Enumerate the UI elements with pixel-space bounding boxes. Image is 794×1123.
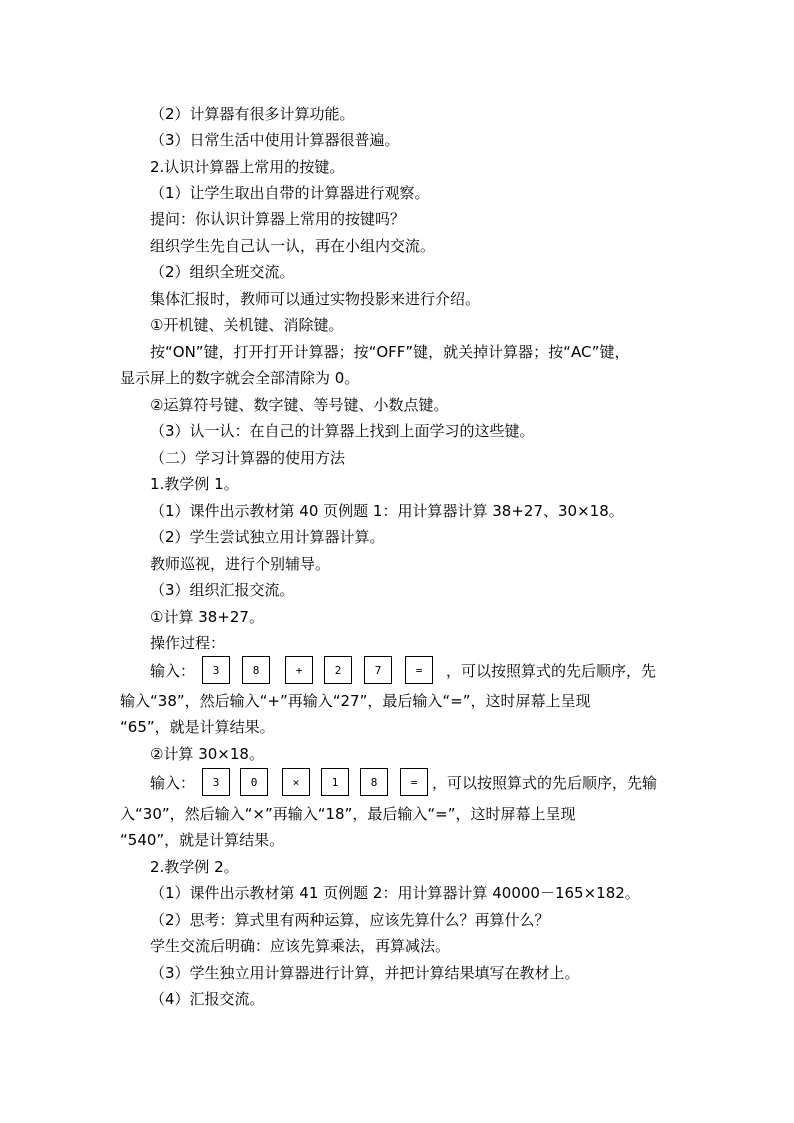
text-line: 提问：你认识计算器上常用的按键吗？ xyxy=(150,210,406,228)
input-label: 输入： xyxy=(150,774,196,792)
text-line: ①开机键、关机键、消除键。 xyxy=(150,316,344,334)
text-line: （3）学生独立用计算器进行计算，并把计算结果填写在教材上。 xyxy=(150,964,580,982)
text-line: ②计算 30×18。 xyxy=(150,745,264,763)
text-line: （二）学习计算器的使用方法 xyxy=(150,449,346,467)
calculator-key: 7 xyxy=(364,656,392,684)
calculator-key: 8 xyxy=(242,656,270,684)
text-line: 操作过程： xyxy=(150,634,226,652)
text-line: ②运算符号键、数字键、等号键、小数点键。 xyxy=(150,396,449,414)
calculator-key: 8 xyxy=(360,768,388,796)
text-line: 2.教学例 2。 xyxy=(150,858,239,876)
text-line: 输入“38”，然后输入“+”再输入“27”，最后输入“=”，这时屏幕上呈现 xyxy=(120,692,591,710)
calculator-key: + xyxy=(285,656,313,684)
calculator-key: 3 xyxy=(202,768,230,796)
text-line: ，可以按照算式的先后顺序，先 xyxy=(446,662,657,680)
calculator-key: = xyxy=(405,656,433,684)
text-line: 1.教学例 1。 xyxy=(150,475,239,493)
text-line: （1）让学生取出自带的计算器进行观察。 xyxy=(150,184,430,202)
text-line: （1）课件出示教材第 40 页例题 1：用计算器计算 38+27、30×18。 xyxy=(150,502,624,520)
text-line: “540”，就是计算结果。 xyxy=(120,831,285,849)
calculator-key: 0 xyxy=(240,768,268,796)
input-label: 输入： xyxy=(150,662,196,680)
text-line: （4）汇报交流。 xyxy=(150,990,265,1008)
calculator-key: 1 xyxy=(321,768,349,796)
text-line: （2）思考：算式里有两种运算，应该先算什么？再算什么？ xyxy=(150,911,550,929)
text-line: （3）认一认：在自己的计算器上找到上面学习的这些键。 xyxy=(150,422,535,440)
text-line: “65”，就是计算结果。 xyxy=(120,718,275,736)
text-line: （3）组织汇报交流。 xyxy=(150,581,295,599)
calculator-key: 3 xyxy=(202,656,230,684)
text-line: 学生交流后明确：应该先算乘法，再算减法。 xyxy=(150,937,451,955)
calculator-key: = xyxy=(400,768,428,796)
text-line: 2.认识计算器上常用的按键。 xyxy=(150,158,345,176)
text-line: ①计算 38+27。 xyxy=(150,608,264,626)
text-line: 显示屏上的数字就会全部清除为 0。 xyxy=(120,369,360,387)
text-line: 入“30”，然后输入“×”再输入“18”，最后输入“=”，这时屏幕上呈现 xyxy=(120,805,576,823)
text-line: 按“ON”键，打开打开计算器；按“OFF”键，就关掉计算器；按“AC”键， xyxy=(150,343,630,361)
text-line: （2）学生尝试独立用计算器计算。 xyxy=(150,528,385,546)
text-line: （2）组织全班交流。 xyxy=(150,263,295,281)
text-line: （2）计算器有很多计算功能。 xyxy=(150,105,355,123)
text-line: （1）课件出示教材第 41 页例题 2：用计算器计算 40000－165×182。 xyxy=(150,884,640,902)
calculator-key: 2 xyxy=(324,656,352,684)
text-line: 教师巡视，进行个别辅导。 xyxy=(150,555,331,573)
text-line: 集体汇报时，教师可以通过实物投影来进行介绍。 xyxy=(150,290,481,308)
calculator-key: × xyxy=(282,768,310,796)
text-line: ，可以按照算式的先后顺序，先输 xyxy=(432,774,658,792)
text-line: （3）日常生活中使用计算器很普遍。 xyxy=(150,131,400,149)
text-line: 组织学生先自己认一认，再在小组内交流。 xyxy=(150,237,436,255)
